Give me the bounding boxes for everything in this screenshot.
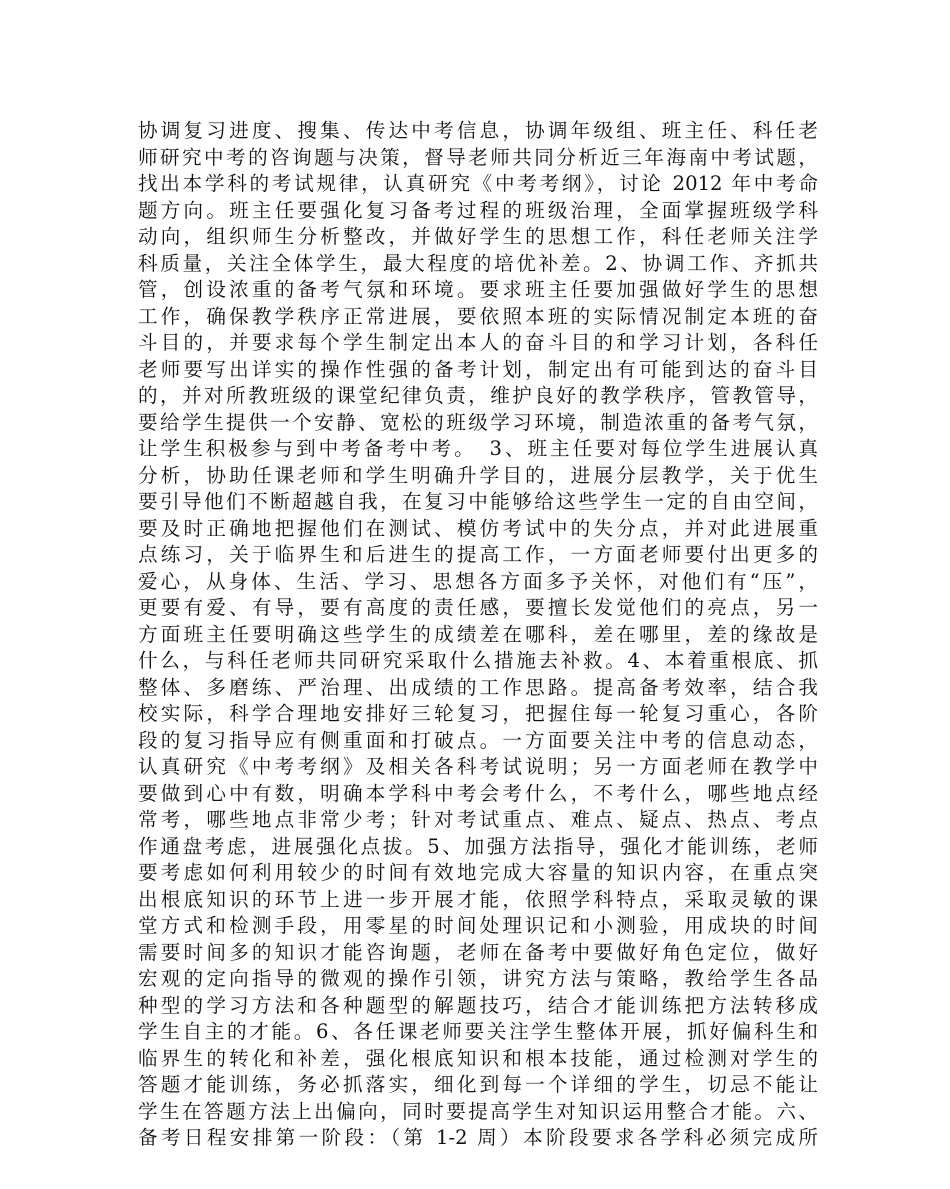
text-line: 要引导他们不断超越自我，在复习中能够给这些学生一定的自由空间， xyxy=(138,490,818,513)
text-line: 学生在答题方法上出偏向，同时要提高学生对知识运用整合才能。六、 xyxy=(138,1099,818,1123)
text-line: 备考日程安排第一阶段：（第 1-2 周）本阶段要求各学科必须完成所 xyxy=(138,1126,818,1149)
text-line: 协调复习进度、搜集、传达中考信息，协调年级组、班主任、科任老 xyxy=(138,119,818,142)
text-line: 让学生积极参与到中考备考中考。 3、班主任要对每位学生进展认真 xyxy=(138,437,818,460)
text-line: 临界生的转化和补差，强化根底知识和根本技能，通过检测对学生的 xyxy=(138,1046,818,1070)
body-text xyxy=(138,118,818,1152)
text-line: 斗目的，并要求每个学生制定出本人的奋斗目的和学习计划，各科任 xyxy=(138,331,818,354)
text-line: 要做到心中有数，明确本学科中考会考什么，不考什么，哪些地点经 xyxy=(138,781,818,805)
text-line: 堂方式和检测手段，用零星的时间处理识记和小测验，用成块的时间 xyxy=(138,914,818,937)
text-line: 老师要写出详实的操作性强的备考计划，制定出有可能到达的奋斗目 xyxy=(138,357,818,381)
text-line: 作通盘考虑，进展强化点拔。5、加强方法指导，强化才能训练，老师 xyxy=(138,834,818,858)
text-line: 需要时间多的知识才能咨询题，老师在备考中要做好角色定位，做好 xyxy=(138,940,818,964)
text-line: 题方向。班主任要强化复习备考过程的班级治理，全面掌握班级学科 xyxy=(138,198,818,222)
text-line: 宏观的定向指导的微观的操作引领，讲究方法与策略，教给学生各品 xyxy=(138,967,818,990)
text-line: 更要有爱、有导，要有高度的责任感，要擅长发觉他们的亮点，另一 xyxy=(138,596,818,619)
text-line: 要考虑如何利用较少的时间有效地完成大容量的知识内容，在重点突 xyxy=(138,861,818,884)
text-line: 学生自主的才能。6、各任课老师要关注学生整体开展，抓好偏科生和 xyxy=(138,1020,818,1043)
text-line: 常考，哪些地点非常少考；针对考试重点、难点、疑点、热点、考点 xyxy=(138,808,818,831)
text-line: 答题才能训练，务必抓落实，细化到每一个详细的学生，切忌不能让 xyxy=(138,1073,818,1096)
text-line: 要及时正确地把握他们在测试、模仿考试中的失分点，并对此进展重 xyxy=(138,516,818,540)
text-line: 分析，协助任课老师和学生明确升学目的，进展分层教学，关于优生 xyxy=(138,463,818,487)
text-line: 科质量，关注全体学生，最大程度的培优补差。2、协调工作、齐抓共 xyxy=(138,251,818,275)
text-line: 要给学生提供一个安静、宽松的班级学习环境，制造浓重的备考气氛， xyxy=(138,410,818,434)
text-line: 什么，与科任老师共同研究采取什么措施去补救。4、本着重根底、抓 xyxy=(138,649,818,672)
text-line: 动向，组织师生分析整改，并做好学生的思想工作，科任老师关注学 xyxy=(138,225,818,248)
text-line: 工作，确保教学秩序正常进展，要依照本班的实际情况制定本班的奋 xyxy=(138,304,818,328)
text-line: 找出本学科的考试规律，认真研究《中考考纲》，讨论 2012 年中考命 xyxy=(138,172,818,195)
text-line: 出根底知识的环节上进一步开展才能，依照学科特点，采取灵敏的课 xyxy=(138,887,818,911)
text-line: 管，创设浓重的备考气氛和环境。要求班主任要加强做好学生的思想 xyxy=(138,278,818,301)
text-line: 的，并对所教班级的课堂纪律负责，维护良好的教学秩序，管教管导， xyxy=(138,384,818,407)
text-line: 方面班主任要明确这些学生的成绩差在哪科，差在哪里，差的缘故是 xyxy=(138,622,818,646)
text-line: 段的复习指导应有侧重面和打破点。一方面要关注中考的信息动态， xyxy=(138,728,818,752)
text-line: 师研究中考的咨询题与决策，督导老师共同分析近三年海南中考试题， xyxy=(138,145,818,169)
text-line: 种型的学习方法和各种题型的解题技巧，结合才能训练把方法转移成 xyxy=(138,993,818,1017)
text-line: 点练习，关于临界生和后进生的提高工作，一方面老师要付出更多的 xyxy=(138,543,818,566)
text-line: 爱心，从身体、生活、学习、思想各方面多予关怀，对他们有“压”， xyxy=(138,569,818,593)
text-line: 认真研究《中考考纲》及相关各科考试说明；另一方面老师在教学中 xyxy=(138,755,818,778)
text-line: 校实际，科学合理地安排好三轮复习，把握住每一轮复习重心，各阶 xyxy=(138,702,818,725)
text-line: 整体、多磨练、严治理、出成绩的工作思路。提高备考效率，结合我 xyxy=(138,675,818,699)
